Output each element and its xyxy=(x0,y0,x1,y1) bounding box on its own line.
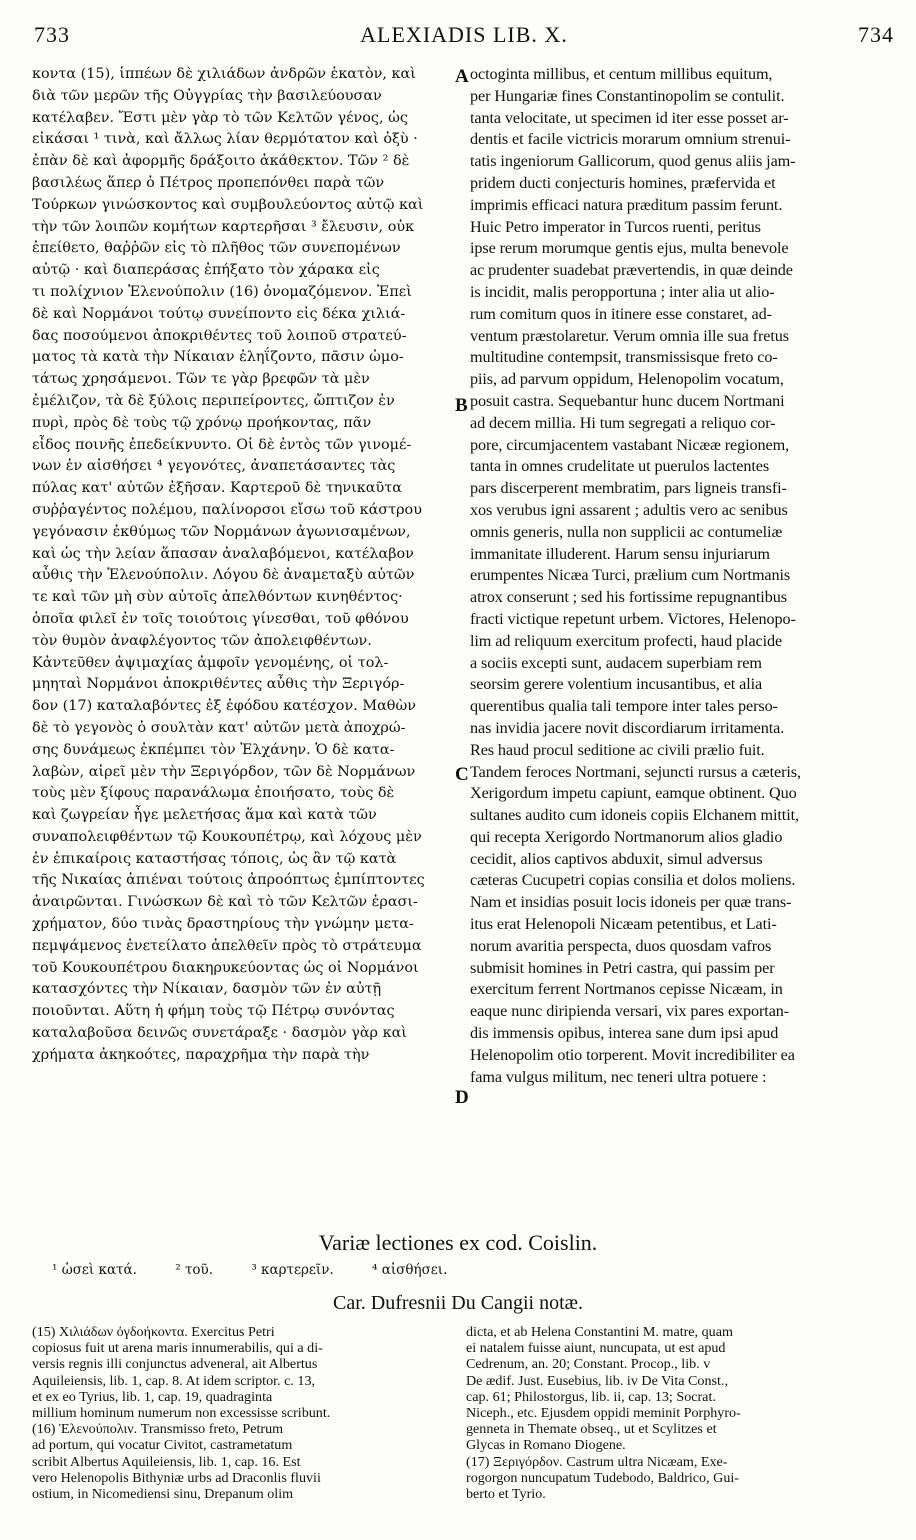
latin-text-line: imprimis efficaci natura præditum passim ferunt. xyxy=(470,195,783,214)
latin-text-line: ad decem millia. Hi tum segregati a reliquo cor- xyxy=(470,413,776,432)
greek-text-line: τοὺς μὲν ξίφους παρανάλωμα ἐποιήσατο, τοὺς δὲ xyxy=(32,785,395,802)
greek-text-line: κατασχόντες τὴν Νίκαιαν, δασμὸν τῶν ἐν αὐτῇ xyxy=(32,981,382,998)
latin-text-line: xos verubus igni assarent ; adultis vero ac senibus xyxy=(470,500,788,519)
note-line: Aquileiensis, lib. 1, cap. 8. At idem scriptor. c. 13, xyxy=(32,1372,316,1389)
greek-text-line: αὖθις τὴν Ἑλενούπολιν. Λόγου δὲ ἀναμεταξὺ αὐτῶν xyxy=(32,567,415,584)
greek-text-line: νων ἐν αἰσθήσει ⁴ γεγονότες, ἀναπετάσαντες τὰς xyxy=(32,458,396,475)
greek-text-line: ὁποῖα φιλεῖ ἐν τοῖς τοιούτοις γίνεσθαι, τοῦ φθόνου xyxy=(32,610,409,627)
greek-text-line: Κἀντεῦθεν ἀψιμαχίας ἀμφοῖν γενομένης, οἱ τολ- xyxy=(32,654,389,671)
greek-text-line: γεγόνασιν ἐκθύμως τῶν Νορμάνων ἀγωνισαμένων, xyxy=(32,523,411,540)
latin-text-line: posuit castra. Sequebantur hunc ducem Nortmani xyxy=(470,391,785,410)
latin-text-line: tanta velocitate, ut specimen id iter esse posset ar- xyxy=(470,108,789,127)
notes-right-column xyxy=(466,1324,886,1524)
latin-text-line: pars discerperent membratim, pars ligneis transfi- xyxy=(470,479,787,498)
latin-text-line: dentis et facile victricis morarum omnium strenui- xyxy=(470,130,791,149)
latin-text-line: exercitum ferrent Nortmanos cepisse Nicæam, in xyxy=(470,980,783,999)
note-line: gennetа in Themate obseq., ut et Scylitzes et xyxy=(466,1421,717,1438)
greek-text-line: δὲ τὸ γεγονὸς ὁ σουλτὰν κατ' αὐτῶν μετὰ ἀποχρώ- xyxy=(32,719,406,736)
greek-text-line: καταλαβοῦσα δεινῶς συνετάραξε · δασμὸν γὰρ καὶ xyxy=(32,1025,407,1042)
latin-text-line: tatis ingeniorum Gallicorum, quod genus aliis jam- xyxy=(470,152,796,171)
greek-text-line: σης δυνάμεως ἐκπέμπει τὸν Ἐλχάνην. Ὁ δὲ κατα- xyxy=(32,741,395,758)
latin-text-line: is incidit, malis peropportuna ; inter alia ut alio- xyxy=(470,282,775,301)
greek-text-line: πεμψάμενος ἐνετείλατο ἀπελθεῖν πρὸς τὸ στράτευμα xyxy=(32,937,422,954)
greek-text-line: μηηταὶ Νορμάνοι ἀποκριθέντες αὖθις τὴν Ξεριγόρ- xyxy=(32,676,405,693)
latin-text-line: sultanes audito cum idoneis copiis Elchanem mittit, xyxy=(470,806,799,825)
latin-text-line: octoginta millibus, et centum millibus equitum, xyxy=(470,65,773,83)
page-number-right: 734 xyxy=(858,22,894,47)
latin-text-line: Res haud procul seditione ac civili prælio fuit. xyxy=(470,740,765,759)
greek-text-line: συναπολειφθέντων τῷ Κουκουπέτρῳ, καὶ λόχους μὲν xyxy=(32,828,422,845)
latin-text-line: atrox conserunt ; sed his fortissime repugnantibus xyxy=(470,588,787,607)
latin-text-line: cecidit, alios captivos abduxit, simul adversus xyxy=(470,849,763,868)
running-head xyxy=(34,22,894,52)
latin-text-line: Helenopolim otio torperent. Movit incredibiliter ea xyxy=(470,1045,795,1064)
latin-text-line: erumpentes Nicæa Turci, prælium cum Nortmanis xyxy=(470,566,791,585)
note-line: ostium, in Nicomediensi sinu, Drepanum olim xyxy=(32,1486,294,1503)
variant-reading: ⁴ αἰσθήσει. xyxy=(372,1262,448,1278)
note-line: et ex eo Tyrius, lib. 1, cap. 19, quadraginta xyxy=(32,1388,273,1405)
variant-reading: ² τοῦ. xyxy=(175,1262,214,1278)
note-line: rogorgon nuncupatum Tudebodo, Baldrico, Gui- xyxy=(466,1469,739,1486)
greek-text-line: χρήματα ἀκηκοότες, παραχρῆμα τὴν παρὰ τὴν xyxy=(32,1046,370,1063)
latin-text-line: lim ad reliquum exercitum profecti, haud placide xyxy=(470,631,783,650)
greek-text-line: κατέλαβεν. Ἔστι μὲν γὰρ τὸ τῶν Κελτῶν γένος, ὡς xyxy=(32,109,408,126)
greek-text-line: ἐπείθετο, θαῤῥῶν εἰς τὸ πλῆθος τῶν συνεπομένων xyxy=(32,240,401,257)
greek-text-line: καὶ ζωγρείαν ἦγε μελετήσας ἅμα καὶ κατὰ τῶν xyxy=(32,807,377,824)
note-line: De ædif. Just. Eusebius, lib. iv De Vita Const., xyxy=(466,1372,728,1389)
note-line: vero Helenopolis Bithyniæ urbs ad Draconlis fluvii xyxy=(32,1469,321,1486)
greek-text-line: ἀναιρῶνται. Γινώσκων δὲ καὶ τὸ τῶν Κελτῶν ἐρασι- xyxy=(32,894,418,911)
greek-text-line: τάτως χρησάμενοι. Τῶν τε γὰρ βρεφῶν τὰ μὲν xyxy=(32,371,370,388)
note-line: dicta, et ab Helena Constantini M. matre, quam xyxy=(466,1324,733,1340)
note-line: (17) Ξεριγόρδον. Castrum ultra Nicæam, Exe- xyxy=(466,1453,728,1470)
latin-text-line: immanitate illuderent. Harum sensu injuriarum xyxy=(470,544,770,563)
note-line: millium hominum numerum non excessisse scribunt. xyxy=(32,1405,331,1422)
latin-text-line: tanta in omnes crudelitate ut puerulos lactentes xyxy=(470,457,770,476)
latin-text-line: per Hungariæ fines Constantinopolim se contulit. xyxy=(470,86,785,105)
latin-text-line: ventum præstolaretur. Verum omnia ille sua fretus xyxy=(470,326,789,345)
greek-text-line: αὐτῷ · καὶ διαπεράσας ἐπήξατο τὸν χάρακα εἰς xyxy=(32,262,380,279)
note-line: versis regnis illi conjunctus adveneral, ait Albertus xyxy=(32,1356,318,1373)
note-line: copiosus fuit ut arena maris innumerabilis, qui a di- xyxy=(32,1340,323,1357)
latin-text-line: submisit homines in Petri castra, qui passim per xyxy=(470,958,775,977)
latin-text-line: Xerigordum impetu capiunt, eamque obtinent. Quo xyxy=(470,784,797,803)
latin-text-line: qui recepta Xerigordo Nortmanorum alios gladio xyxy=(470,827,783,846)
latin-text-line: querentibus qualia tali tempore inter tales perso- xyxy=(470,697,778,716)
greek-text-line: τὸν θυμὸν ἀναφλέγοντος τῶν ἀπολειφθέντων. xyxy=(32,632,372,649)
latin-text-line: ac prudenter suadebat prævertendis, in quæ deinde xyxy=(470,261,793,280)
greek-text-line: καὶ ὡς τὴν λείαν ἅπασαν ἀναλαβόμενοι, κατέλαβον xyxy=(32,545,414,562)
note-line: scribit Albertus Aquileiensis, lib. 1, cap. 16. Est xyxy=(32,1453,301,1470)
latin-text-line: rum comitum quos in itinere esse constaret, ad- xyxy=(470,304,772,323)
note-line: berto et Tyrio. xyxy=(466,1486,546,1503)
greek-text-line: βασιλέως ἅπερ ὁ Πέτρος προπεπόνθει παρὰ τῶν xyxy=(32,174,385,191)
latin-text-line: Nam et insidias posuit locis idoneis per quæ trans- xyxy=(470,893,792,912)
latin-text-line: fama vulgus militum, nec teneri ultra potuere : xyxy=(470,1067,767,1086)
notes-left-column xyxy=(32,1324,452,1524)
greek-text-line: χρήματον, δύο τινὰς δραστηρίους τὴν γνώμην μετα- xyxy=(32,916,414,933)
latin-text-line: pridem ducti conjecturis homines, præfervida et xyxy=(470,173,776,192)
greek-text-line: ἐν ἐπικαίροις καταστήσας τόποις, ὡς ἂν τῷ κατὰ xyxy=(32,850,397,867)
margin-marker-a: A xyxy=(455,66,469,87)
note-line: (16) Ἑλενούπολιν. Transmisso freto, Petrum xyxy=(32,1421,284,1438)
greek-text-line: τῆς Νικαίας ἀπιέναι τούτοις ἀπροόπτως ἐμπίπτοντες xyxy=(32,872,425,889)
note-line: ei natalem fuisse aiunt, nuncupata, ut est apud xyxy=(466,1340,726,1357)
latin-text-line: cæteras Cucupetri copias consilia et dolos moliens. xyxy=(470,871,796,890)
greek-text-line: δας ποσούμενοι ἀποκριθέντες τοῦ λοιποῦ στρατεύ- xyxy=(32,327,407,344)
running-title: ALEXIADIS LIB. X. xyxy=(360,22,568,47)
greek-text-line: ἐπὰν δὲ καὶ ἀφορμῆς δράξοιτο ἀκάθεκτον. Τῶν ² δὲ xyxy=(32,153,410,170)
greek-text-line: κοντα (15), ἱππέων δὲ χιλιάδων ἀνδρῶν ἑκατὸν, καὶ xyxy=(32,66,416,82)
latin-text-line: omnis generis, nulla non supplicii ac contumeliæ xyxy=(470,522,783,541)
latin-text-line: Huic Petro imperator in Turcos ruenti, peritus xyxy=(470,217,761,236)
greek-text-line: ἐμέλιζον, τὰ δὲ ξύλοις περιπείροντες, ὤπτιζον ἐν xyxy=(32,392,395,409)
greek-text-line: εἰκάσαι ¹ τινὰ, καὶ ἄλλως λίαν θερμότατον καὶ ὀξὺ · xyxy=(32,131,418,148)
latin-text-line: norum avaritia perspecta, duos quosdam vafros xyxy=(470,936,772,955)
latin-text-line: piis, ad parvum oppidum, Helenopolim vocatum, xyxy=(470,370,784,389)
note-line: Glycas in Romano Diogene. xyxy=(466,1437,626,1454)
greek-text-line: δον (17) καταλαβόντες ἐξ ἐφόδου κατέσχον. Μαθὼν xyxy=(32,698,416,715)
latin-text-line: Tandem feroces Nortmani, sejuncti rursus a cæteris, xyxy=(470,762,801,781)
greek-text-line: ποιοῦνται. Αὕτη ἡ φήμη τοὺς τῷ Πέτρῳ συνόντας xyxy=(32,1003,395,1020)
greek-text-line: τοῦ Κουκουπέτρου διακηρυκεύοντας ὡς οἱ Νορμάνοι xyxy=(32,959,419,976)
page-number-left: 733 xyxy=(34,22,70,47)
note-line: Niceph., etc. Ejusdem oppidi meminit Porphyro- xyxy=(466,1405,741,1422)
greek-text-line: δὲ καὶ Νορμάνοι τούτῳ συνείποντο εἰς δέκα χιλιά- xyxy=(32,305,406,322)
latin-text-line: ipse rerum morumque gentis ejus, multa benevole xyxy=(470,239,789,258)
greek-text-line: τὴν τῶν λοιπῶν κομήτων καρτερῆσαι ³ ἔλευσιν, οὐκ xyxy=(32,218,415,235)
latin-text-line: dis immensis opibus, interea sane dum ipsi apud xyxy=(470,1024,779,1043)
notes-heading: Car. Dufresnii Du Cangii notæ. xyxy=(333,1292,583,1314)
latin-text-line: fracti victique repetunt urbem. Victores, Helenopo- xyxy=(470,609,796,628)
variant-reading: ¹ ὡσεὶ κατά. xyxy=(52,1262,137,1278)
greek-text-line: Τούρκων γινώσκοντος καὶ συμβουλεύοντος αὐτῷ καὶ xyxy=(32,196,424,213)
margin-marker-c: C xyxy=(455,764,469,785)
greek-text-line: διὰ τῶν μερῶν τῆς Οὐγγρίας τὴν βασιλεύουσαν xyxy=(32,87,382,104)
margin-marker-d: D xyxy=(455,1087,469,1108)
greek-text-line: τε καὶ τῶν μὴ σὺν αὐτοῖς ἀπελθόντων κινηθέντος· xyxy=(32,589,403,606)
greek-text-line: συῤῥαγέντος πολέμου, παλίνορσοι εἴσω τοῦ κάστρου xyxy=(32,501,422,518)
latin-text-line: a sociis excepti sunt, audacem superbiam rem xyxy=(470,653,762,672)
latin-text-line: itus erat Helenopoli Nicæam petentibus, et Lati- xyxy=(470,915,777,934)
greek-text-line: λαβὼν, αἱρεῖ μὲν τὴν Ξεριγόρδον, τῶν δὲ Νορμάνων xyxy=(32,763,416,780)
note-line: cap. 61; Philostorgus, lib. ii, cap. 13; Socrat. xyxy=(466,1388,716,1405)
greek-text-line: τι πολίχνιον Ἑλενούπολιν (16) ὀνομαζόμενον. Ἐπεὶ xyxy=(32,283,412,300)
greek-text-line: ματος τὰ κατὰ τὴν Νίκαιαν ἐληΐζοντο, πᾶσιν ὠμο- xyxy=(32,349,404,366)
note-line: (15) Χιλιάδων ὀγδοήκοντα. Exercitus Petri xyxy=(32,1324,275,1340)
latin-text-line: eaque nunc diripienda versari, vix pares exportan- xyxy=(470,1002,790,1021)
latin-text-line: multitudine contempsit, transmissisque freto co- xyxy=(470,348,778,367)
variae-lectiones-heading: Variæ lectiones ex cod. Coislin. xyxy=(318,1230,598,1255)
margin-marker-b: B xyxy=(455,395,468,416)
latin-text-line: nas invidia jacere novit discordiarum irritamenta. xyxy=(470,718,785,737)
variae-lectiones-list xyxy=(52,1262,612,1278)
latin-text-column xyxy=(470,64,884,1224)
latin-text-line: seorsim gerere volentium incusantibus, et alia xyxy=(470,675,763,694)
greek-text-line: πύλας κατ' αὐτῶν ἐξῆσαν. Καρτεροῦ δὲ τηνικαῦτα xyxy=(32,480,402,497)
variant-reading: ³ καρτερεῖν. xyxy=(251,1262,334,1278)
note-line: ad portum, qui vocatur Civitot, castrametatum xyxy=(32,1437,293,1454)
greek-text-line: πυρὶ, πρὸς δὲ τοὺς τῷ χρόνῳ προήκοντας, πᾶν xyxy=(32,414,372,431)
greek-text-column xyxy=(32,64,456,1224)
note-line: Cedrenum, an. 20; Constant. Procop., lib. v xyxy=(466,1356,711,1373)
latin-text-line: pore, circumjacentem vastabant Nicææ regionem, xyxy=(470,435,790,454)
greek-text-line: εἶδος ποινῆς ἐπεδείκνυντο. Οἱ δὲ ἐντὸς τῶν γινομέ- xyxy=(32,436,412,453)
